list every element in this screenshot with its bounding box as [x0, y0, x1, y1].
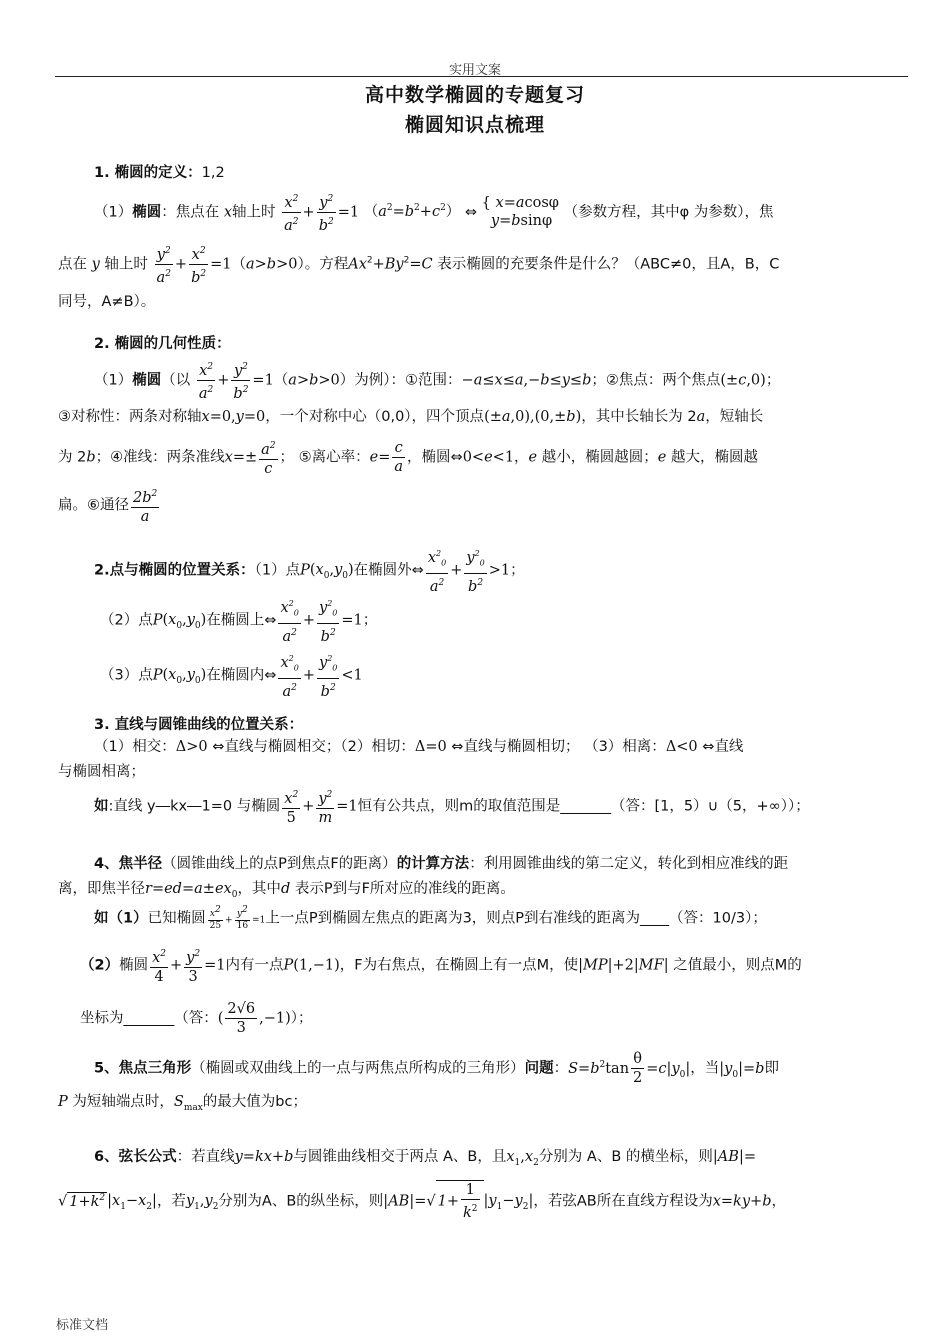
text: 分别为 A、B 的横坐标，则: [538, 1149, 713, 1165]
point-ellipse-1: 2.点与椭圆的位置关系：（1）点$P(x_0,y_0)$在椭圆外⇔ $\frac{x^2_0}{a^2}$ + $\frac{y^2_0}{b^2}$ >1；: [94, 545, 525, 596]
section-heading: 5、焦点三角形: [94, 1060, 192, 1077]
text: 与圆锥曲线相交于两点 A、B，且: [293, 1149, 507, 1165]
section-2-heading: 2. 椭圆的几何性质：: [94, 336, 231, 352]
section-3-heading: 3. 直线与圆锥曲线的位置关系：: [94, 717, 304, 733]
math-fraction: $\frac{x^2_0}{a^2}$: [278, 650, 300, 701]
section-1-heading: [94, 161, 225, 182]
text: ；②焦点：两个焦点: [591, 372, 721, 389]
math-fraction: $\frac{x^2}{5}$: [282, 786, 300, 827]
s1-line-3: 同号，A≠B）。: [58, 294, 156, 310]
s4-example-1: 如（1）已知椭圆 $\frac{x^2}{25}$ + $\frac{y^2}{16}$ =1上一点P到椭圆左焦点的距离为3，则点P到右准线的距离为____（答：10/3）；: [94, 905, 767, 931]
text: 即: [764, 1060, 779, 1077]
s3-line-2: 与椭圆相离；: [58, 764, 145, 780]
text: ，其中长轴长为 2: [581, 409, 697, 425]
text: 在椭圆外⇔: [353, 562, 424, 579]
s3-example: 如:直线 y―kx―1=0 与椭圆 $\frac{x^2}{5}$ + $\frac{y^2}{m}$ =1恒有公共点，则m的取值范围是_______（答：[1，5）∪（5，+∞））；: [94, 786, 810, 827]
text: ，若: [156, 1193, 186, 1210]
text: 之值最小，则点M的: [673, 957, 802, 974]
param-system: { x=acosφ y=bsinφ: [481, 195, 559, 230]
text: 轴上时: [232, 204, 276, 221]
s3-line-1: （1）相交：Δ>0 ⇔直线与椭圆相交；（2）相切：Δ=0 ⇔直线与椭圆相切； （3）相离：Δ<0 ⇔直线: [94, 739, 744, 755]
math-fraction: $\frac{x^2_0}{a^2}$: [426, 545, 448, 596]
text: （1）: [94, 372, 133, 389]
term: 椭圆: [132, 372, 162, 389]
math-fraction: $\frac{x^2}{25}$: [209, 905, 222, 931]
text: 在椭圆内⇔: [206, 667, 277, 684]
main-title: 高中数学椭圆的专题复习: [364, 84, 585, 106]
text: ）；: [290, 1010, 313, 1027]
text: 在椭圆上⇔: [206, 612, 277, 629]
s5-line-2: P 为短轴端点时，$S_{max}$的最大值为bc；: [58, 1094, 307, 1113]
s4-line-1: [94, 852, 788, 873]
text: （参数方程，其中φ 为参数），焦: [563, 204, 774, 221]
text: 直线: [714, 739, 744, 755]
text: 分别为A、B的纵坐标，则: [218, 1193, 384, 1210]
text: 点在: [58, 256, 87, 273]
text: 恒有公共点，则m的取值范围是_______（答：[1，5）∪（5，+∞））；: [357, 798, 810, 815]
text: 直线与椭圆相切； （3）相离：: [463, 739, 666, 755]
text: ；④准线：两条准线: [95, 449, 225, 466]
s5-line-1: 5、焦点三角形（椭圆或双曲线上的一点与两焦点所构成的三角形）问题：$S=b^2\tan$ $\frac{\theta}{2}$ $=c|y_0|$，当$|y_0|=b$即: [94, 1051, 779, 1086]
math-fraction: $\frac{x^2}{b^2}$: [189, 242, 208, 287]
text: 越大，椭圆越: [670, 449, 758, 466]
example-label: 如（1）: [94, 910, 148, 927]
text: 为 2: [58, 449, 87, 466]
math-fraction: $\frac{y^2}{b^2}$: [317, 190, 336, 235]
text: （2）点: [100, 612, 153, 629]
text: （圆锥曲线上的点P到焦点F的距离）: [162, 856, 397, 872]
math-fraction: $\frac{2b^2}{a}$: [131, 485, 159, 526]
text: 轴上时: [104, 256, 148, 273]
text: ，F为右焦点，在椭圆上有一点M，使: [339, 957, 579, 974]
section-heading: 1. 椭圆的定义：: [94, 165, 202, 181]
text: 扁。⑥通径: [58, 497, 129, 514]
s4-line-2: 离，即焦半径$r=ed=a\pm ex_0$，其中d 表示P到与F所对应的准线的距离。: [58, 881, 515, 900]
math-fraction: $\frac{a^2}{c}$: [259, 437, 277, 478]
text: 椭圆: [119, 957, 149, 974]
s2-line-1: （1）椭圆（以 $\frac{x^2}{a^2}$ + $\frac{y^2}{b^2}$ =1（a>b>0）为例）：①范围：−a≤x≤a,−b≤y≤b；②焦点：两个焦点(±c,0)；: [94, 358, 780, 403]
s2-line-2: ③对称性：两条对称轴x=0,y=0，一个对称中心（0,0），四个顶点(±a,0),(0,±b)，其中长轴长为 2a，短轴长: [58, 409, 764, 425]
text: （1）点: [254, 562, 301, 579]
section-heading: 4、焦半径: [94, 856, 163, 872]
text: ，当: [690, 1060, 720, 1077]
text: 为短轴端点时，: [72, 1094, 174, 1110]
text: 离，即焦半径: [58, 881, 145, 897]
math-fraction: $\frac{y^2}{a^2}$: [155, 242, 173, 287]
s2-line-3: 为 2b；④准线：两条准线x=± $\frac{a^2}{c}$ ； ⑤离心率：e= $\frac{c}{a}$ ，椭圆⇔0<e<1，e 越小，椭圆越圆；e 越大，椭圆越: [58, 437, 758, 478]
math-fraction: $\frac{y^2_0}{b^2}$: [317, 595, 339, 646]
math-fraction: $\frac{c}{a}$: [394, 439, 404, 475]
text: 为例）：①范围：: [354, 372, 462, 389]
example-label: 如: [94, 798, 109, 815]
section-refs: 1,2: [201, 165, 225, 181]
text: ，若弦AB所在直线方程设为: [533, 1193, 713, 1210]
math-fraction: $\frac{x^2}{a^2}$: [282, 190, 300, 235]
math: x: [223, 204, 233, 221]
text: 直线与椭圆相交；（2）相切：: [224, 739, 415, 755]
s2-line-4: [58, 485, 161, 526]
math-fraction: $\frac{y^2_0}{b^2}$: [464, 545, 486, 596]
text: ； ⑤离心率：: [279, 449, 370, 466]
section-heading: 2.点与椭圆的位置关系：: [94, 562, 255, 579]
text: 越小，椭圆越圆；: [541, 449, 658, 466]
text: 。方程: [304, 256, 349, 273]
text: ，其中: [237, 881, 281, 897]
text: 上一点P到椭圆左焦点的距离为3，则点P到右准线的距离为____（答：10/3）；: [265, 910, 767, 927]
text: ，椭圆⇔: [407, 449, 463, 466]
math-fraction: $\frac{y^2_0}{b^2}$: [317, 650, 339, 701]
text: 的最大值为bc；: [202, 1094, 307, 1110]
text: ：若直线: [176, 1149, 235, 1165]
math-fraction: $\frac{y^2}{16}$: [236, 905, 249, 931]
section-heading: 6、弦长公式: [94, 1149, 177, 1165]
text: （1）: [94, 204, 133, 221]
text: 坐标为_______（答：: [80, 1010, 218, 1027]
text: （1）相交：: [94, 739, 176, 755]
text: 内有一点: [225, 957, 284, 974]
s4-example-2-answer: 坐标为_______（答：( $\frac{2√6}{3}$ ,−1)）；: [80, 1001, 313, 1036]
math-fraction: $\frac{\theta}{2}$: [633, 1051, 643, 1086]
math-fraction: $\frac{x^2}{a^2}$: [197, 358, 215, 403]
text: ：焦点在: [161, 204, 220, 221]
term: 的计算方法: [396, 856, 470, 872]
text: 表示椭圆的充要条件是什么？（ABC≠0，且A，B，C: [437, 256, 780, 273]
s1-line-1: （1）椭圆：焦点在 x轴上时 $\frac{x^2}{a^2}$ + $\frac{y^2}{b^2}$ =1 $(a^2=b^2+c^2)$ ⇔ { x=acosφ y=bsinφ （参数方程，其中φ 为参数），焦: [94, 190, 774, 235]
point-ellipse-2: （2）点$P(x_0,y_0)$在椭圆上⇔ $\frac{x^2_0}{a^2}$ + $\frac{y^2_0}{b^2}$ =1；: [100, 595, 377, 646]
math-fraction: $\frac{x^2}{4}$: [150, 945, 168, 986]
math-fraction: $\frac{y^2}{m}$: [316, 786, 334, 827]
text: ，短轴长: [705, 409, 764, 425]
math-fraction: $\frac{2√6}{3}$: [227, 1001, 256, 1036]
math-fraction: $\frac{y^2}{b^2}$: [231, 358, 250, 403]
text: （3）点: [100, 667, 153, 684]
text: 表示P到与F所对应的准线的距离。: [294, 881, 515, 897]
page-header: 实用文案: [448, 63, 501, 78]
s1-line-2: 点在 y 轴上时 $\frac{y^2}{a^2}$ + $\frac{x^2}{b^2}$ =1（a>b>0）。方程$Ax^2+By^2=C$ 表示椭圆的充要条件是什么？（ABC≠0，且A，B，C: [58, 242, 779, 287]
term: 椭圆: [132, 204, 162, 221]
header-rule: [55, 76, 908, 77]
text: （以: [161, 372, 191, 389]
point-ellipse-3: （3）点$P(x_0,y_0)$在椭圆内⇔ $\frac{x^2_0}{a^2}$ + $\frac{y^2_0}{b^2}$ <1: [100, 650, 363, 701]
text: :直线 y―kx―1=0 与椭圆: [108, 798, 281, 815]
s4-example-2: （2）椭圆 $\frac{x^2}{4}$ + $\frac{y^2}{3}$ =1内有一点P(1,−1)，F为右焦点，在椭圆上有一点M，使|MP|+2|MF| 之值最小，则点M的: [80, 945, 802, 986]
page-footer: 标准文档: [56, 1318, 109, 1333]
sub-title: 椭圆知识点梳理: [404, 114, 545, 136]
text: 已知椭圆: [147, 910, 206, 927]
text: ，一个对称中心（0,0），四个顶点: [265, 409, 485, 425]
term: 问题: [524, 1060, 554, 1077]
text: （椭圆或双曲线上的一点与两焦点所构成的三角形）: [191, 1060, 525, 1077]
s6-line-1: 6、弦长公式：若直线y=kx+b与圆锥曲线相交于两点 A、B，且$x_1,x_2$分别为 A、B 的横坐标，则|AB|=: [94, 1149, 756, 1168]
math-fraction: $\frac{1}{k^2}$: [462, 1182, 478, 1221]
example-label: （2）: [80, 957, 120, 974]
text: ③对称性：两条对称轴: [58, 409, 202, 425]
s6-line-2: √ $1+k^2$ $|x_1-x_2|$，若$y_1,y_2$分别为A、B的纵坐标，则|AB|=√ 1+ $\frac{1}{k^2}$ $|y_1-y_2|$，若弦AB所在直线方程设为x=ky+b，: [58, 1182, 786, 1221]
math-fraction: $\frac{x^2_0}{a^2}$: [278, 595, 300, 646]
math-fraction: $\frac{y^2}{3}$: [184, 945, 202, 986]
text: ：利用圆锥曲线的第二定义，转化到相应准线的距: [469, 856, 789, 872]
